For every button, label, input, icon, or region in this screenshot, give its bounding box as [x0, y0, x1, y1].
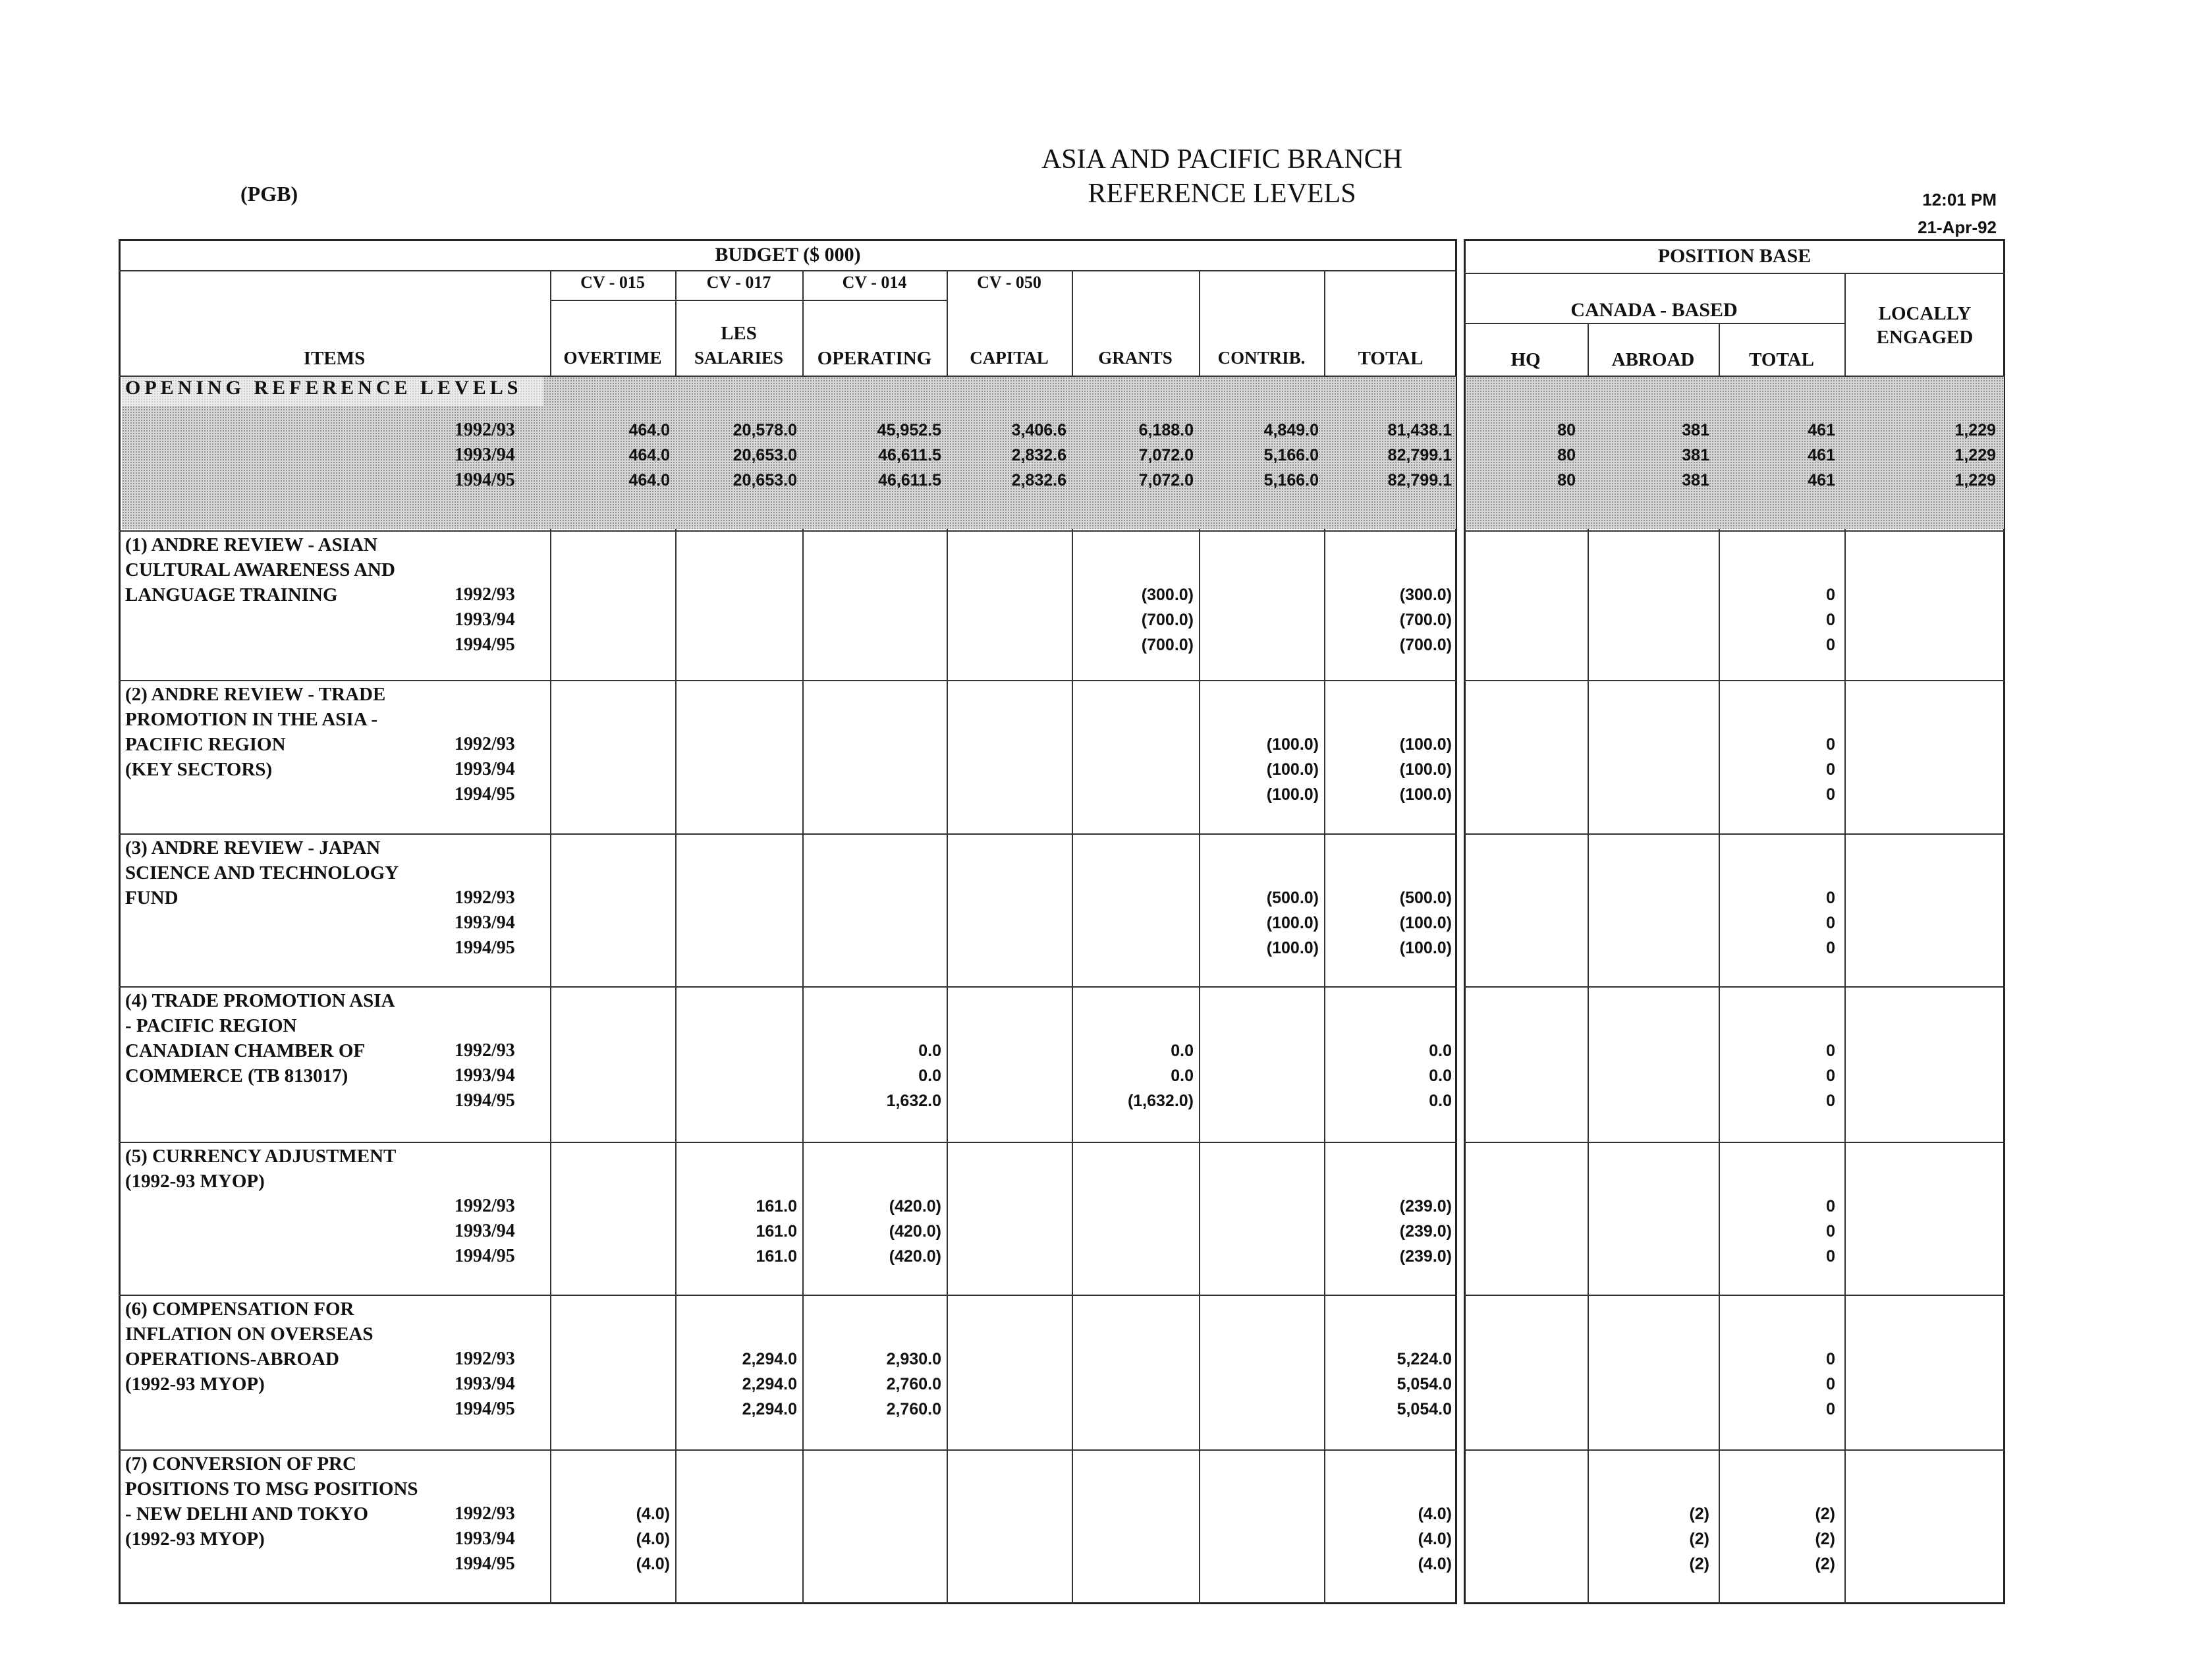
item-label-7: (7) CONVERSION OF PRC POSITIONS TO MSG POSITIONS - NEW DELHI AND TOKYO (1992-93 MYOP)	[125, 1453, 418, 1550]
item-year: 1992/93	[455, 1196, 515, 1216]
opening-value: 80	[1557, 446, 1576, 464]
section-rule-positions	[1464, 530, 2005, 532]
opening-value: 381	[1682, 471, 1709, 490]
items-header: ITEMS	[303, 348, 366, 369]
item-year: 1992/93	[455, 887, 515, 908]
print-date: 21-Apr-92	[1918, 217, 1997, 237]
item-label-5: (5) CURRENCY ADJUSTMENT (1992-93 MYOP)	[125, 1146, 397, 1192]
item-value: 0	[1826, 1092, 1835, 1110]
item-value: (100.0)	[1399, 735, 1452, 754]
branch-code: (PGB)	[240, 182, 298, 206]
opening-value: 461	[1808, 446, 1835, 464]
item-value: (4.0)	[1418, 1555, 1452, 1573]
opening-year: 1993/94	[455, 445, 515, 465]
item-value: (700.0)	[1399, 611, 1452, 629]
item-year: 1994/95	[455, 1399, 515, 1419]
budget-label-rule	[119, 270, 1457, 271]
item-value: 0.0	[918, 1067, 941, 1085]
budget-section-label: BUDGET ($ 000)	[715, 244, 861, 266]
section-rule	[119, 833, 1457, 835]
item-value: (500.0)	[1399, 889, 1452, 907]
item-value: 2,294.0	[742, 1400, 797, 1418]
opening-value: 46,611.5	[878, 471, 941, 490]
opening-value: 381	[1682, 446, 1709, 464]
item-value: (100.0)	[1399, 785, 1452, 804]
budget-column-5: CONTRIB.	[1217, 348, 1306, 368]
budget-column-3: CAPITAL	[970, 348, 1049, 368]
item-label-6: (6) COMPENSATION FOR INFLATION ON OVERSEAS OPERATIONS-ABROAD (1992-93 MYOP)	[125, 1299, 373, 1395]
item-value: (100.0)	[1399, 914, 1452, 932]
opening-value: 3,406.6	[1011, 421, 1066, 439]
budget-code-3: CV - 050	[977, 273, 1041, 292]
section-rule-positions	[1464, 1142, 2005, 1143]
item-value: (700.0)	[1141, 636, 1194, 654]
item-year: 1994/95	[455, 938, 515, 958]
opening-year: 1992/93	[455, 420, 515, 440]
section-rule-positions	[1464, 1295, 2005, 1296]
opening-year: 1994/95	[455, 470, 515, 490]
item-value: 0	[1826, 914, 1835, 932]
section-rule	[119, 1295, 1457, 1296]
opening-value: 45,952.5	[877, 421, 941, 439]
item-value: 161.0	[756, 1197, 797, 1216]
section-rule-positions	[1464, 833, 2005, 835]
item-value: 2,294.0	[742, 1350, 797, 1368]
item-value: (4.0)	[636, 1530, 670, 1548]
item-value: 0.0	[1429, 1042, 1452, 1060]
item-value: 0	[1826, 611, 1835, 629]
opening-value: 461	[1808, 471, 1835, 490]
opening-value: 1,229	[1954, 421, 1996, 439]
item-value: (500.0)	[1266, 889, 1319, 907]
opening-value: 7,072.0	[1138, 471, 1194, 490]
item-value: (100.0)	[1266, 785, 1319, 804]
item-value: (4.0)	[636, 1555, 670, 1573]
item-year: 1992/93	[455, 1349, 515, 1369]
item-value: 5,054.0	[1397, 1400, 1452, 1418]
item-value: (300.0)	[1399, 586, 1452, 604]
item-value: (100.0)	[1266, 939, 1319, 957]
item-value: 0	[1826, 1067, 1835, 1085]
section-rule	[119, 530, 1457, 532]
opening-value: 82,799.1	[1387, 446, 1452, 464]
section-rule-positions	[1464, 986, 2005, 988]
position-label-rule	[1464, 273, 2005, 274]
opening-value: 82,799.1	[1387, 471, 1452, 490]
item-value: 0	[1826, 939, 1835, 957]
item-value: (2)	[1815, 1530, 1835, 1548]
item-year: 1993/94	[455, 1221, 515, 1241]
item-value: (100.0)	[1266, 735, 1319, 754]
item-value: 0	[1826, 1222, 1835, 1241]
item-value: (700.0)	[1399, 636, 1452, 654]
section-rule	[119, 986, 1457, 988]
item-year: 1992/93	[455, 734, 515, 754]
item-value: 0	[1826, 760, 1835, 779]
opening-value: 6,188.0	[1138, 421, 1194, 439]
item-value: 2,760.0	[886, 1400, 941, 1418]
budget-column-2: OPERATING	[817, 348, 932, 369]
item-year: 1994/95	[455, 634, 515, 655]
position-base-label: POSITION BASE	[1657, 245, 1812, 267]
item-value: 0	[1826, 889, 1835, 907]
item-year: 1994/95	[455, 1090, 515, 1111]
item-value: 0	[1826, 785, 1835, 804]
item-value: 5,224.0	[1397, 1350, 1452, 1368]
budget-code-1: CV - 017	[706, 273, 771, 292]
item-value: 0.0	[1429, 1092, 1452, 1110]
opening-value: 1,229	[1954, 471, 1996, 490]
opening-value: 5,166.0	[1263, 471, 1319, 490]
opening-levels-label: OPENING REFERENCE LEVELS	[125, 377, 522, 399]
item-value: (2)	[1815, 1505, 1835, 1523]
item-year: 1993/94	[455, 759, 515, 779]
item-year: 1993/94	[455, 912, 515, 933]
canada-based-rule	[1464, 323, 1844, 324]
item-value: (100.0)	[1266, 760, 1319, 779]
budget-column-0: OVERTIME	[563, 348, 662, 368]
opening-value: 20,578.0	[733, 421, 797, 439]
item-year: 1992/93	[455, 1503, 515, 1524]
item-value: (1,632.0)	[1127, 1092, 1194, 1110]
item-value: 2,294.0	[742, 1375, 797, 1393]
opening-value: 20,653.0	[733, 471, 797, 490]
opening-value: 464.0	[628, 446, 670, 464]
budget-code-2: CV - 014	[842, 273, 907, 292]
report-subtitle: REFERENCE LEVELS	[1088, 179, 1356, 209]
section-rule	[119, 1449, 1457, 1451]
item-year: 1994/95	[455, 784, 515, 804]
item-label-4: (4) TRADE PROMOTION ASIA - PACIFIC REGION CANADIAN CHAMBER OF COMMERCE (TB 813017)	[125, 990, 395, 1086]
opening-value: 1,229	[1954, 446, 1996, 464]
report-title: ASIA AND PACIFIC BRANCH	[1041, 144, 1403, 175]
opening-shade-positions	[1466, 377, 2004, 529]
position-column-1: ABROAD	[1611, 349, 1695, 370]
section-rule	[119, 1142, 1457, 1143]
item-value: 0	[1826, 1350, 1835, 1368]
budget-column-top-1: LES	[721, 323, 757, 344]
item-value: 0	[1826, 636, 1835, 654]
code-rule	[550, 300, 947, 301]
item-year: 1993/94	[455, 1528, 515, 1549]
item-label-3: (3) ANDRE REVIEW - JAPAN SCIENCE AND TECHNOLOGY FUND	[125, 837, 399, 909]
item-year: 1992/93	[455, 584, 515, 605]
item-value: (300.0)	[1141, 586, 1194, 604]
budget-code-0: CV - 015	[580, 273, 645, 292]
item-value: (100.0)	[1399, 760, 1452, 779]
opening-value: 2,832.6	[1011, 446, 1066, 464]
item-value: (239.0)	[1399, 1197, 1452, 1216]
item-value: (239.0)	[1399, 1247, 1452, 1266]
opening-value: 7,072.0	[1138, 446, 1194, 464]
item-value: 0	[1826, 1247, 1835, 1266]
position-column-2: TOTAL	[1749, 349, 1814, 370]
item-value: 0.0	[1171, 1067, 1194, 1085]
item-value: 161.0	[756, 1247, 797, 1266]
item-value: (2)	[1689, 1555, 1709, 1573]
section-rule-positions	[1464, 680, 2005, 681]
item-value: 5,054.0	[1397, 1375, 1452, 1393]
opening-value: 5,166.0	[1263, 446, 1319, 464]
budget-column-1: SALARIES	[694, 348, 784, 368]
item-year: 1994/95	[455, 1246, 515, 1266]
item-value: 0	[1826, 1042, 1835, 1060]
item-value: 0.0	[918, 1042, 941, 1060]
section-rule-positions	[1464, 1449, 2005, 1451]
item-value: 0	[1826, 1400, 1835, 1418]
item-value: 161.0	[756, 1222, 797, 1241]
item-value: 0	[1826, 586, 1835, 604]
item-value: 1,632.0	[886, 1092, 941, 1110]
opening-value: 461	[1808, 421, 1835, 439]
item-value: (700.0)	[1141, 611, 1194, 629]
opening-value: 2,832.6	[1011, 471, 1066, 490]
item-value: 0	[1826, 1197, 1835, 1216]
item-value: 2,760.0	[886, 1375, 941, 1393]
item-value: (2)	[1689, 1530, 1709, 1548]
item-value: (4.0)	[636, 1505, 670, 1523]
opening-value: 4,849.0	[1263, 421, 1319, 439]
item-value: (4.0)	[1418, 1505, 1452, 1523]
opening-value: 81,438.1	[1387, 421, 1452, 439]
item-value: (4.0)	[1418, 1530, 1452, 1548]
locally-engaged-header: LOCALLY ENGAGED	[1876, 303, 1974, 348]
item-year: 1993/94	[455, 609, 515, 630]
canada-based-label: CANADA - BASED	[1570, 299, 1738, 321]
item-value: 0	[1826, 735, 1835, 754]
opening-value: 464.0	[628, 421, 670, 439]
item-value: (239.0)	[1399, 1222, 1452, 1241]
item-year: 1992/93	[455, 1040, 515, 1061]
item-value: 0	[1826, 1375, 1835, 1393]
item-label-1: (1) ANDRE REVIEW - ASIAN CULTURAL AWARENESS AND LANGUAGE TRAINING	[125, 534, 395, 605]
item-value: (2)	[1815, 1555, 1835, 1573]
item-value: 2,930.0	[886, 1350, 941, 1368]
item-value: (100.0)	[1399, 939, 1452, 957]
item-value: (420.0)	[889, 1222, 941, 1241]
opening-value: 381	[1682, 421, 1709, 439]
budget-column-4: GRANTS	[1098, 348, 1173, 368]
item-year: 1994/95	[455, 1554, 515, 1574]
print-time: 12:01 PM	[1922, 190, 1997, 210]
opening-value: 46,611.5	[878, 446, 941, 464]
item-label-2: (2) ANDRE REVIEW - TRADE PROMOTION IN THE ASIA - PACIFIC REGION (KEY SECTORS)	[125, 684, 386, 780]
item-year: 1993/94	[455, 1065, 515, 1086]
item-value: 0.0	[1171, 1042, 1194, 1060]
item-value: (2)	[1689, 1505, 1709, 1523]
item-year: 1993/94	[455, 1374, 515, 1394]
item-value: 0.0	[1429, 1067, 1452, 1085]
item-value: (420.0)	[889, 1197, 941, 1216]
opening-value: 20,653.0	[733, 446, 797, 464]
position-column-0: HQ	[1510, 349, 1541, 370]
item-value: (100.0)	[1266, 914, 1319, 932]
opening-value: 464.0	[628, 471, 670, 490]
budget-column-6: TOTAL	[1358, 348, 1424, 369]
opening-value: 80	[1557, 421, 1576, 439]
item-value: (420.0)	[889, 1247, 941, 1266]
opening-value: 80	[1557, 471, 1576, 490]
section-rule	[119, 680, 1457, 681]
